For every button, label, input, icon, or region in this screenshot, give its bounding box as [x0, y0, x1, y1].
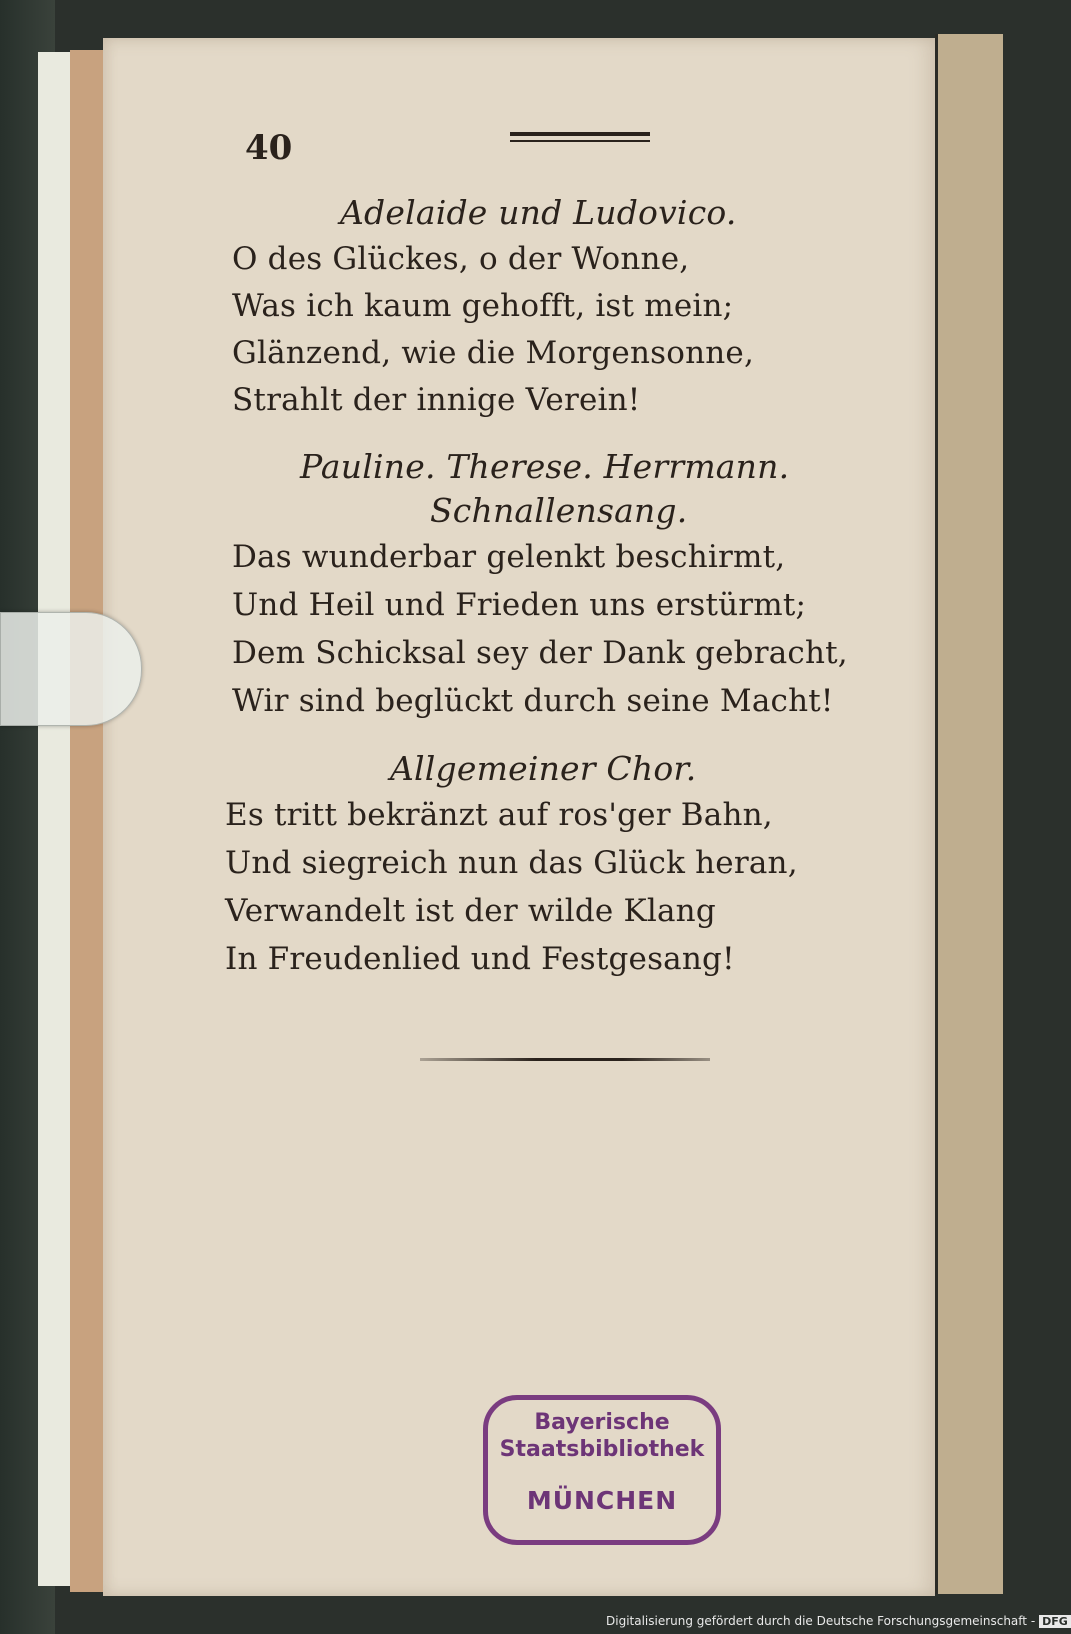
verse-line: Es tritt bekränzt auf ros'ger Bahn, [225, 797, 773, 833]
page-scroll-handle[interactable] [0, 612, 142, 726]
verse-line: Strahlt der innige Verein! [232, 382, 641, 418]
verse-line: O des Glückes, o der Wonne, [232, 241, 690, 277]
page-number: 40 [245, 128, 293, 168]
dfg-logo[interactable]: DFG [1039, 1615, 1071, 1628]
book-edge [70, 50, 106, 1592]
verse-line: Wir sind beglückt durch seine Macht! [232, 683, 834, 719]
verse-line: Was ich kaum gehofft, ist mein; [232, 288, 734, 324]
digitization-credit [606, 1614, 1071, 1628]
verse-line: In Freudenlied und Festgesang! [225, 941, 735, 977]
credit-text: Digitalisierung gefördert durch die Deutsche Forschungsgemeinschaft - [606, 1614, 1036, 1628]
section-heading-characters: Pauline. Therese. Herrmann. [300, 447, 790, 486]
verse-line: Und siegreich nun das Glück heran, [225, 845, 798, 881]
stamp-line-2: Staatsbibliothek [499, 1437, 705, 1462]
verse-line: Und Heil und Frieden uns erstürmt; [232, 587, 807, 623]
verse-line: Das wunderbar gelenkt beschirmt, [232, 539, 786, 575]
closing-rule [420, 1058, 710, 1061]
facing-page-edge [935, 34, 1003, 1594]
section-subheading: Schnallensang. [430, 491, 688, 530]
verse-line: Glänzend, wie die Morgensonne, [232, 335, 755, 371]
stamp-line-3: MÜNCHEN [526, 1486, 678, 1515]
library-stamp [483, 1395, 721, 1545]
section-heading-adelaide: Adelaide und Ludovico. [340, 193, 737, 232]
verse-line: Verwandelt ist der wilde Klang [225, 893, 716, 929]
section-heading-chorus: Allgemeiner Chor. [390, 749, 697, 788]
stamp-line-1: Bayerische [534, 1410, 670, 1435]
verse-line: Dem Schicksal sey der Dank gebracht, [232, 635, 848, 671]
header-rule [510, 132, 650, 154]
